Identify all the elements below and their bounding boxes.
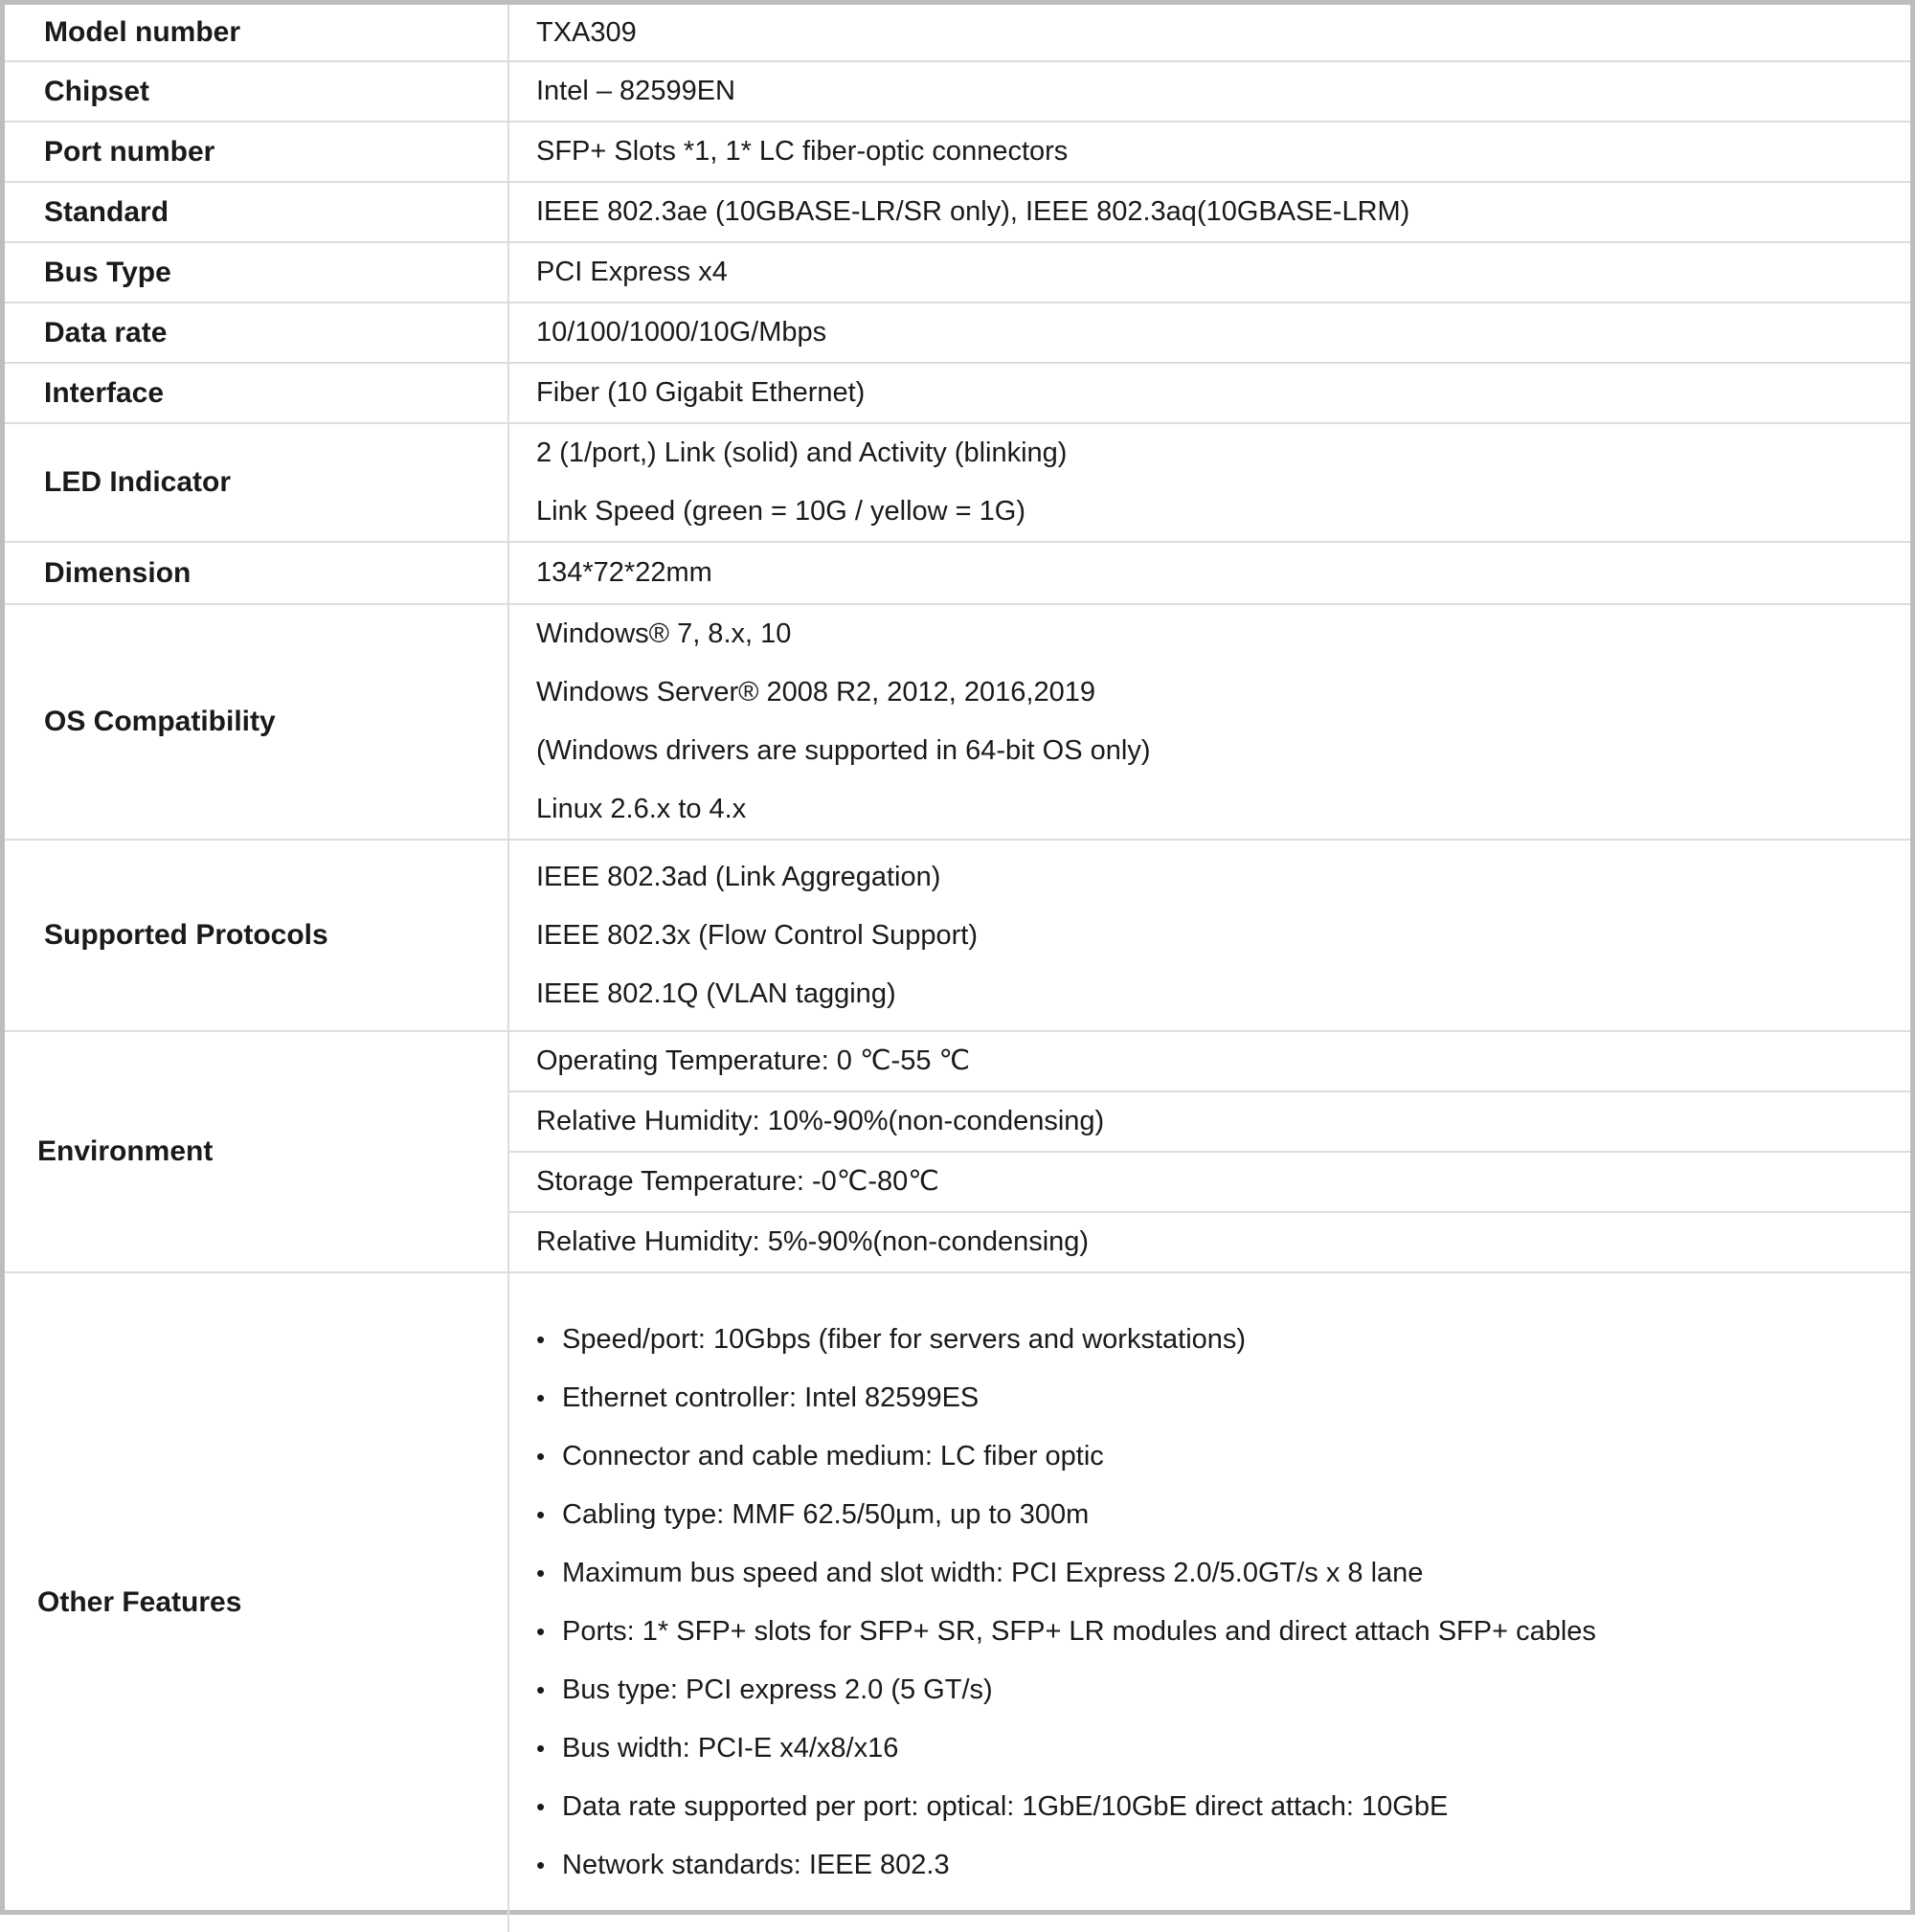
row-value xyxy=(508,303,1910,363)
table-row xyxy=(5,423,1910,542)
feature-text: Maximum bus speed and slot width: PCI Express 2.0/5.0GT/s x 8 lane xyxy=(562,1558,1424,1588)
row-label: Standard xyxy=(5,182,508,242)
row-label: Port number xyxy=(5,122,508,182)
list-item xyxy=(536,1544,1910,1603)
table-row xyxy=(5,5,1910,61)
value-line: Link Speed (green = 10G / yellow = 1G) xyxy=(536,496,1026,527)
feature-list xyxy=(536,1311,1910,1895)
value-line: IEEE 802.3ad (Link Aggregation) xyxy=(536,861,941,892)
bullet-icon: • xyxy=(536,1559,546,1587)
value-line: IEEE 802.3ae (10GBASE-LR/SR only), IEEE 802.3aq(10GBASE-LRM) xyxy=(536,196,1410,227)
row-label: Data rate xyxy=(5,303,508,363)
row-label: Other Features xyxy=(5,1272,508,1932)
value-line: (Windows drivers are supported in 64-bit OS only) xyxy=(536,735,1151,766)
row-label: Bus Type xyxy=(5,242,508,303)
feature-text: Bus type: PCI express 2.0 (5 GT/s) xyxy=(562,1674,993,1705)
feature-text: Cabling type: MMF 62.5/50µm, up to 300m xyxy=(562,1499,1090,1530)
row-value xyxy=(508,1031,1910,1272)
row-value xyxy=(508,542,1910,604)
row-value xyxy=(508,423,1910,542)
bullet-icon: • xyxy=(536,1675,546,1704)
bullet-icon: • xyxy=(536,1500,546,1529)
row-label: Model number xyxy=(5,5,508,61)
value-line: Relative Humidity: 10%-90%(non-condensing) xyxy=(509,1092,1910,1153)
feature-text: Ethernet controller: Intel 82599ES xyxy=(562,1382,980,1413)
bullet-icon: • xyxy=(536,1383,546,1412)
row-value xyxy=(508,242,1910,303)
row-value xyxy=(508,1272,1910,1932)
value-line: Linux 2.6.x to 4.x xyxy=(536,794,747,824)
table-row xyxy=(5,604,1910,840)
bullet-icon: • xyxy=(536,1792,546,1821)
list-item xyxy=(536,1486,1910,1544)
row-value xyxy=(508,840,1910,1031)
table-row xyxy=(5,61,1910,122)
value-line: Windows Server® 2008 R2, 2012, 2016,2019 xyxy=(536,677,1096,708)
feature-text: Data rate supported per port: optical: 1GbE/10GbE direct attach: 10GbE xyxy=(562,1791,1449,1822)
value-line: 134*72*22mm xyxy=(536,557,712,588)
row-value xyxy=(508,363,1910,423)
list-item xyxy=(536,1369,1910,1427)
bullet-icon: • xyxy=(536,1617,546,1646)
row-label: OS Compatibility xyxy=(5,604,508,840)
value-line: IEEE 802.3x (Flow Control Support) xyxy=(536,919,978,951)
value-line: Storage Temperature: -0℃-80℃ xyxy=(509,1153,1910,1213)
list-item xyxy=(536,1836,1910,1895)
row-label: Dimension xyxy=(5,542,508,604)
list-item xyxy=(536,1603,1910,1661)
row-value xyxy=(508,61,1910,122)
row-value xyxy=(508,182,1910,242)
value-line: Relative Humidity: 5%-90%(non-condensing) xyxy=(536,1226,1090,1257)
feature-text: Network standards: IEEE 802.3 xyxy=(562,1850,950,1880)
value-line: 10/100/1000/10G/Mbps xyxy=(536,317,827,348)
feature-text: Ports: 1* SFP+ slots for SFP+ SR, SFP+ LR modules and direct attach SFP+ cables xyxy=(562,1616,1596,1647)
row-label: LED Indicator xyxy=(5,423,508,542)
table-row xyxy=(5,122,1910,182)
table-row xyxy=(5,1031,1910,1272)
table-row xyxy=(5,242,1910,303)
table-row xyxy=(5,303,1910,363)
table-row xyxy=(5,1272,1910,1932)
list-item xyxy=(536,1719,1910,1778)
list-item xyxy=(536,1311,1910,1369)
value-line: Windows® 7, 8.x, 10 xyxy=(536,618,792,649)
bullet-icon: • xyxy=(536,1442,546,1471)
spec-table xyxy=(5,5,1910,1932)
row-value xyxy=(508,604,1910,840)
row-label: Interface xyxy=(5,363,508,423)
value-line: IEEE 802.1Q (VLAN tagging) xyxy=(536,977,896,1009)
feature-text: Bus width: PCI-E x4/x8/x16 xyxy=(562,1733,899,1764)
feature-text: Speed/port: 10Gbps (fiber for servers and workstations) xyxy=(562,1324,1247,1355)
value-line: SFP+ Slots *1, 1* LC fiber-optic connectors xyxy=(536,136,1069,167)
value-line: PCI Express x4 xyxy=(536,257,728,287)
bullet-icon: • xyxy=(536,1851,546,1879)
row-label: Environment xyxy=(5,1031,508,1272)
table-row xyxy=(5,182,1910,242)
table-row xyxy=(5,363,1910,423)
table-row xyxy=(5,542,1910,604)
list-item xyxy=(536,1778,1910,1836)
value-line: TXA309 xyxy=(536,16,637,48)
value-line: Fiber (10 Gigabit Ethernet) xyxy=(536,377,866,408)
row-value xyxy=(508,5,1910,61)
table-row xyxy=(5,840,1910,1031)
row-label: Supported Protocols xyxy=(5,840,508,1031)
bullet-icon: • xyxy=(536,1734,546,1763)
list-item xyxy=(536,1661,1910,1719)
list-item xyxy=(536,1427,1910,1486)
feature-text: Connector and cable medium: LC fiber optic xyxy=(562,1441,1104,1471)
value-line: Operating Temperature: 0 ℃-55 ℃ xyxy=(509,1032,1910,1092)
value-line: 2 (1/port,) Link (solid) and Activity (blinking) xyxy=(536,438,1068,468)
value-line: Intel – 82599EN xyxy=(536,76,735,106)
row-value xyxy=(508,122,1910,182)
row-label: Chipset xyxy=(5,61,508,122)
bullet-icon: • xyxy=(536,1325,546,1354)
